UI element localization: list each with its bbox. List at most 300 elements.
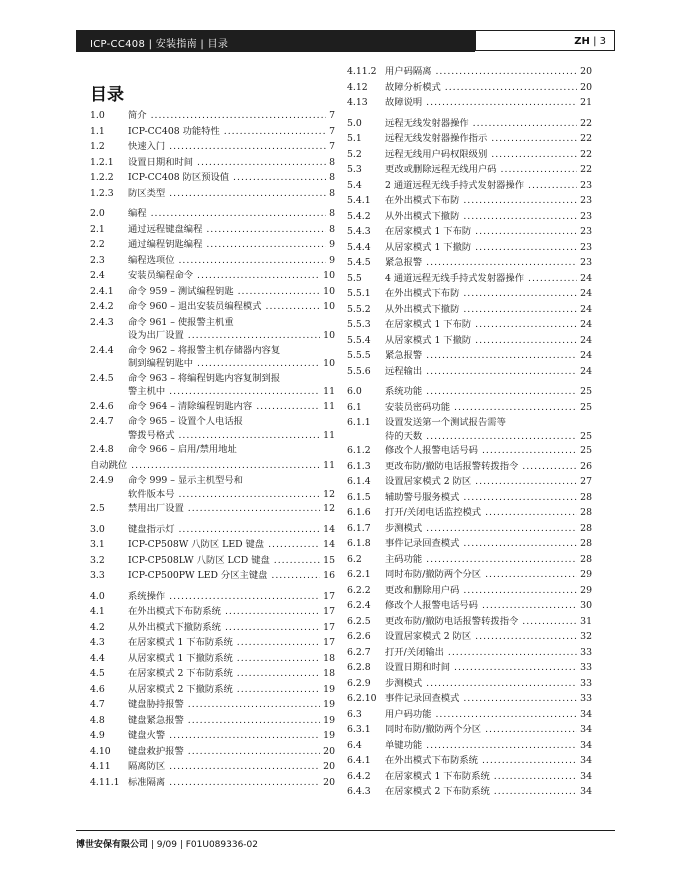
- toc-entry[interactable]: [347, 521, 592, 537]
- toc-entry[interactable]: [90, 442, 335, 458]
- toc-entry-number: 4.9: [90, 730, 105, 741]
- footer: [76, 837, 258, 850]
- toc-entry[interactable]: [90, 635, 335, 651]
- footer-company: 博世安保有限公司: [76, 840, 149, 850]
- toc-entry[interactable]: [90, 371, 335, 387]
- toc-entry-number: 6.0: [347, 386, 362, 397]
- toc-entry[interactable]: [90, 651, 335, 667]
- toc-entry-page: 34: [577, 707, 592, 723]
- toc-entry-page: 7: [326, 108, 335, 124]
- toc-entry-page: 19: [320, 682, 335, 698]
- toc-entry[interactable]: [347, 178, 592, 194]
- toc-entry-title: 用户码功能 .....: [385, 707, 592, 723]
- toc-entry-title: 命令 966 – 启用/禁用地址: [128, 444, 237, 455]
- toc-entry[interactable]: [90, 620, 335, 636]
- toc-entry-title: 键盘胁持报警 .....: [128, 697, 335, 713]
- toc-entry[interactable]: [90, 186, 335, 202]
- toc-entry-number: 2.4: [90, 270, 105, 281]
- toc-entry-title: 待的天数 .....: [385, 431, 592, 444]
- toc-entry-title: 远程无线用户码权限级别 .....: [385, 147, 592, 163]
- toc-entry-page: 22: [577, 131, 592, 147]
- toc-entry-page: 19: [320, 713, 335, 729]
- toc-entry-page: 25: [577, 431, 592, 444]
- toc-entry-title: 制到编程钥匙中 .....: [128, 358, 335, 371]
- toc-entry-number: 1.2.3: [90, 187, 114, 199]
- toc-entry-page: 14: [320, 537, 335, 553]
- toc-entry[interactable]: [347, 614, 592, 630]
- toc-entry-number: 4.13: [347, 97, 368, 108]
- toc-entry[interactable]: [347, 660, 592, 676]
- toc-entry-page: 28: [577, 505, 592, 521]
- toc-entry[interactable]: [90, 744, 335, 760]
- toc-entry-number: 1.2: [90, 141, 105, 152]
- toc-entry-page: 24: [577, 317, 592, 333]
- toc-entry-title: 防区类型 .....: [128, 186, 335, 202]
- toc-entry[interactable]: [347, 490, 592, 506]
- toc-entry-number: 4.11.2: [347, 66, 377, 77]
- toc-entry-number: 6.2: [347, 553, 362, 565]
- toc-entry-page: 24: [577, 302, 592, 318]
- toc-entry[interactable]: [347, 400, 592, 416]
- toc-entry-number: 5.4.2: [347, 210, 371, 222]
- toc-entry-page: 34: [577, 738, 592, 754]
- toc-entry-page: 24: [577, 271, 592, 287]
- toc-entry-number: 5.4: [347, 179, 362, 191]
- toc-entry-title: 用户码隔离 .....: [385, 64, 592, 80]
- toc-entry[interactable]: [90, 473, 335, 489]
- toc-entry-page: 17: [320, 604, 335, 620]
- toc-entry-page: 11: [320, 430, 335, 443]
- toc-entry-title: 紧急报警 .....: [385, 348, 592, 364]
- header-title: ICP-CC408 | 安装指南 | 目录: [90, 39, 229, 50]
- toc-entry-page: 22: [577, 147, 592, 163]
- toc-entry-number: 6.2.2: [347, 584, 371, 596]
- toc-entry-number: 3.3: [90, 570, 105, 581]
- toc-entry-page: 16: [320, 568, 335, 584]
- toc-entry-title: ICP-CC408 防区预设值 .....: [128, 170, 335, 186]
- toc-entry-number: 4.5: [90, 668, 105, 679]
- toc-entry-number: 6.4.1: [347, 755, 371, 766]
- toc-entry[interactable]: [90, 155, 335, 171]
- toc-entry-page: 8: [326, 186, 335, 202]
- toc-entry-page: 11: [320, 399, 335, 415]
- toc-entry-page: 24: [577, 348, 592, 364]
- toc-entry[interactable]: [347, 302, 592, 318]
- toc-entry-page: 23: [577, 224, 592, 240]
- toc-entry-number: 1.0: [90, 110, 105, 121]
- toc-entry-number: 1.2.2: [90, 172, 114, 183]
- toc-entry-number: 6.1.1: [347, 417, 371, 428]
- toc-entry-number: 5.4.5: [347, 257, 371, 268]
- toc-entry[interactable]: [347, 255, 592, 271]
- toc-entry-page: 10: [320, 284, 335, 300]
- toc-entry-page: 8: [326, 206, 335, 222]
- toc-entry-number: 6.4: [347, 739, 362, 751]
- toc-entry-title: 修改个人报警电话号码 .....: [385, 443, 592, 459]
- toc-entry[interactable]: [347, 64, 592, 80]
- toc-entry-page: 9: [326, 237, 335, 253]
- toc-entry-title: 2 通道远程无线手持式发射器操作 .....: [385, 178, 592, 194]
- toc-entry[interactable]: [90, 284, 335, 300]
- toc-entry[interactable]: [347, 286, 592, 302]
- toc-entry[interactable]: [347, 707, 592, 723]
- toc-entry[interactable]: [90, 206, 335, 222]
- toc-entry-title: 同时布防/撤防两个分区 .....: [385, 722, 592, 738]
- toc-entry-page: 9: [326, 253, 335, 269]
- toc-entry-page: 10: [320, 299, 335, 315]
- toc-entry[interactable]: [347, 80, 592, 96]
- toc-entry-page: 34: [577, 753, 592, 769]
- toc-entry[interactable]: [90, 386, 335, 399]
- toc-entry[interactable]: [347, 431, 592, 444]
- toc-entry[interactable]: [90, 604, 335, 620]
- toc-entry-number: 5.5.4: [347, 334, 371, 346]
- toc-entry[interactable]: [90, 589, 335, 605]
- toc-entry[interactable]: [347, 474, 592, 490]
- toc-entry[interactable]: [347, 384, 592, 400]
- toc-entry-page: 23: [577, 193, 592, 209]
- header-lang: ZH: [574, 36, 590, 47]
- toc-entry-title: 从居家模式 1 下撤防系统 .....: [128, 651, 335, 667]
- toc-entry-number: 2.1: [90, 223, 105, 235]
- toc-entry-number: 6.4.2: [347, 770, 371, 782]
- toc-entry-page: 12: [320, 501, 335, 517]
- toc-entry[interactable]: [90, 170, 335, 186]
- page-title: 目录: [90, 85, 124, 105]
- toc-entry[interactable]: [347, 567, 592, 583]
- toc-entry-page: 28: [577, 552, 592, 568]
- toc-entry-number: 2.4.2: [90, 301, 114, 312]
- toc-entry-page: 20: [577, 64, 592, 80]
- toc-entry[interactable]: [347, 583, 592, 599]
- toc-entry[interactable]: [90, 139, 335, 155]
- toc-entry-title: 命令 999 – 显示主机型号和: [128, 475, 243, 486]
- toc-entry-number: 2.4.7: [90, 416, 114, 427]
- toc-entry[interactable]: [347, 224, 592, 240]
- toc-entry-number: 6.1.7: [347, 522, 371, 534]
- toc-entry-page: 33: [577, 676, 592, 692]
- toc-entry-title: 在居家模式 1 下布防 .....: [385, 317, 592, 333]
- toc-entry-number: 6.4.3: [347, 786, 371, 797]
- toc-entry-title: 从外出模式下撤防 .....: [385, 302, 592, 318]
- toc-entry[interactable]: [347, 645, 592, 661]
- toc-entry[interactable]: [347, 271, 592, 287]
- toc-entry[interactable]: [347, 769, 592, 785]
- toc-entry-page: 28: [577, 521, 592, 537]
- toc-entry-number: 5.5.2: [347, 303, 371, 315]
- toc-entry[interactable]: [90, 697, 335, 713]
- toc-entry-page: 27: [577, 474, 592, 490]
- toc-entry[interactable]: [90, 568, 335, 584]
- toc-entry-title: 故障说明 .....: [385, 95, 592, 111]
- toc-entry-page: 21: [577, 95, 592, 111]
- toc-entry[interactable]: [347, 162, 592, 178]
- toc-entry[interactable]: [347, 629, 592, 645]
- toc-entry-page: 24: [577, 364, 592, 380]
- toc-entry[interactable]: [347, 552, 592, 568]
- toc-entry[interactable]: [347, 193, 592, 209]
- toc-entry-number: 6.1: [347, 401, 362, 413]
- toc-entry-title: 修改个人报警电话号码 .....: [385, 598, 592, 614]
- toc-entry[interactable]: [347, 364, 592, 380]
- toc-entry-page: 22: [577, 116, 592, 132]
- toc-entry-title: 设置日期和时间 .....: [385, 660, 592, 676]
- toc-entry[interactable]: [90, 124, 335, 140]
- toc-entry-page: 14: [320, 522, 335, 538]
- toc-entry-title: 键盘救护报警 .....: [128, 744, 335, 760]
- toc-entry-title: 键盘火警 .....: [128, 728, 335, 744]
- toc-entry-title: 命令 960 – 退出安装员编程模式 .....: [128, 299, 335, 315]
- toc-entry[interactable]: [90, 775, 335, 791]
- toc-entry-number: 4.0: [90, 590, 105, 602]
- toc-entry-number: 1.2.1: [90, 156, 114, 168]
- toc-entry-title: 在居家模式 1 下布防系统 .....: [128, 635, 335, 651]
- toc-entry-page: 7: [326, 124, 335, 140]
- toc-entry[interactable]: [90, 537, 335, 553]
- toc-entry[interactable]: [347, 333, 592, 349]
- toc-entry[interactable]: [90, 458, 335, 474]
- header-page-info: ZH | 3: [574, 36, 606, 47]
- toc-entry-page: 28: [577, 536, 592, 552]
- toc-entry-title: 简介 .....: [128, 108, 335, 124]
- toc-entry-number: 2.4.9: [90, 475, 114, 486]
- toc-entry-number: 5.5.5: [347, 350, 371, 361]
- toc-entry-number: 4.10: [90, 745, 111, 757]
- toc-entry-number: 5.2: [347, 148, 362, 160]
- toc-entry-page: 29: [577, 567, 592, 583]
- toc-entry-page: 32: [577, 629, 592, 645]
- toc-entry-title: 键盘紧急报警 .....: [128, 713, 335, 729]
- toc-entry-page: 24: [577, 286, 592, 302]
- toc-entry-title: 键盘指示灯 .....: [128, 522, 335, 538]
- toc-entry-title: 在外出模式下布防系统 .....: [385, 753, 592, 769]
- toc-entry-number: 4.12: [347, 81, 368, 93]
- toc-entry-page: 26: [577, 459, 592, 475]
- toc-entry-number: 4.2: [90, 621, 105, 633]
- toc-entry-page: 34: [577, 769, 592, 785]
- toc-entry[interactable]: [90, 522, 335, 538]
- toc-entry-title: 远程无线发射器操作 .....: [385, 116, 592, 132]
- toc-entry-page: 19: [320, 697, 335, 713]
- toc-entry[interactable]: [90, 237, 335, 253]
- toc-entry[interactable]: [347, 131, 592, 147]
- toc-entry-title: 从居家模式 1 下撤防 .....: [385, 240, 592, 256]
- toc-entry[interactable]: [347, 459, 592, 475]
- toc-entry[interactable]: [347, 415, 592, 431]
- toc-entry-number: 6.2.10: [347, 693, 377, 704]
- toc-entry-page: 18: [320, 651, 335, 667]
- toc-entry-page: 20: [320, 775, 335, 791]
- toc-entry[interactable]: [90, 343, 335, 359]
- toc-entry[interactable]: [347, 95, 592, 111]
- toc-entry-page: 11: [320, 386, 335, 399]
- toc-entry[interactable]: [90, 430, 335, 443]
- toc-entry-page: 24: [577, 333, 592, 349]
- toc-entry[interactable]: [90, 666, 335, 682]
- toc-entry-number: 6.2.6: [347, 631, 371, 642]
- toc-entry[interactable]: [90, 330, 335, 343]
- toc-entry-number: 6.1.5: [347, 491, 371, 503]
- toc-entry-page: 15: [320, 553, 335, 569]
- toc-entry[interactable]: [90, 268, 335, 284]
- toc-entry-number: 6.2.9: [347, 677, 371, 689]
- toc-left-column: [90, 108, 335, 790]
- toc-entry-page: 34: [577, 722, 592, 738]
- toc-entry[interactable]: [347, 676, 592, 692]
- toc-entry[interactable]: [347, 738, 592, 754]
- toc-entry-title: ICP-CP500PW LED 分区主键盘 .....: [128, 568, 335, 584]
- toc-entry-number: 2.0: [90, 208, 105, 219]
- toc-entry-number: 4.7: [90, 699, 105, 710]
- toc-entry[interactable]: [90, 682, 335, 698]
- toc-entry-title: 在外出模式下布防系统 .....: [128, 604, 335, 620]
- toc-entry[interactable]: [347, 505, 592, 521]
- toc-entry-title: 在居家模式 1 下布防系统 .....: [385, 769, 592, 785]
- toc-entry[interactable]: [90, 315, 335, 331]
- toc-entry-title: 更改布防/撤防电话报警转拨指令 .....: [385, 459, 592, 475]
- toc-entry-number: 6.1.2: [347, 445, 371, 456]
- toc-entry-number: 6.2.7: [347, 646, 371, 658]
- toc-entry-number: 5.5: [347, 272, 362, 284]
- toc-entry-page: 10: [320, 358, 335, 371]
- toc-entry[interactable]: [347, 443, 592, 459]
- toc-entry-title: 事件记录回查模式 .....: [385, 536, 592, 552]
- footer-rule: [76, 830, 615, 831]
- toc-entry-number: 5.5.6: [347, 365, 371, 377]
- toc-entry-title: 从居家模式 2 下撤防系统 .....: [128, 682, 335, 698]
- toc-entry-number: 5.3: [347, 164, 362, 175]
- toc-entry-page: 11: [320, 458, 335, 474]
- toc-entry[interactable]: [90, 713, 335, 729]
- toc-entry[interactable]: [347, 598, 592, 614]
- toc-entry[interactable]: [347, 116, 592, 132]
- toc-entry[interactable]: [347, 147, 592, 163]
- toc-entry-page: 33: [577, 691, 592, 707]
- toc-entry-title: 命令 963 – 将编程钥匙内容复制到报: [128, 372, 281, 384]
- toc-entry-title: 在居家模式 1 下布防 .....: [385, 224, 592, 240]
- toc-entry-page: 20: [320, 744, 335, 760]
- toc-entry-number: 2.3: [90, 254, 105, 266]
- toc-entry-title: 在居家模式 2 下布防系统 .....: [385, 784, 592, 800]
- toc-entry-title: 警拨号格式 .....: [128, 430, 335, 443]
- toc-entry-title: 事件记录回查模式 .....: [385, 691, 592, 707]
- toc-entry[interactable]: [90, 299, 335, 315]
- toc-entry[interactable]: [90, 222, 335, 238]
- toc-entry-number: 2.4.6: [90, 400, 114, 412]
- toc-entry-page: 12: [320, 489, 335, 502]
- toc-entry[interactable]: [90, 358, 335, 371]
- toc-entry-number: 6.2.4: [347, 600, 371, 611]
- toc-entry[interactable]: [347, 348, 592, 364]
- toc-entry-title: ICP-CP508LW 八防区 LCD 键盘 .....: [128, 553, 335, 569]
- toc-entry-page: 17: [320, 589, 335, 605]
- toc-entry-number: 5.1: [347, 133, 362, 144]
- toc-entry-title: 软件版本号 .....: [128, 489, 335, 502]
- toc-entry[interactable]: [90, 728, 335, 744]
- toc-entry-number: 4.1: [90, 606, 105, 617]
- toc-entry-page: 23: [577, 209, 592, 225]
- toc-entry-title: 从居家模式 1 下撤防 .....: [385, 333, 592, 349]
- toc-entry-title: 通过远程键盘编程 .....: [128, 222, 335, 238]
- toc-entry-page: 8: [326, 170, 335, 186]
- toc-entry[interactable]: [90, 489, 335, 502]
- toc-entry-title: 打开/关闭输出 .....: [385, 645, 592, 661]
- toc-entry-number: 4.3: [90, 637, 105, 648]
- toc-entry[interactable]: [347, 722, 592, 738]
- toc-entry[interactable]: [90, 108, 335, 124]
- toc-entry[interactable]: [347, 240, 592, 256]
- toc-entry-number: 5.5.1: [347, 288, 371, 299]
- toc-entry-title: 命令 965 – 设置个人电话报: [128, 416, 243, 427]
- toc-entry[interactable]: [347, 753, 592, 769]
- toc-entry-number: 2.2: [90, 239, 105, 250]
- toc-entry-number: 2.4.1: [90, 285, 114, 297]
- toc-entry[interactable]: [347, 536, 592, 552]
- toc-entry-title: 远程输出 .....: [385, 364, 592, 380]
- toc-entry-title: 步测模式 .....: [385, 521, 592, 537]
- toc-entry[interactable]: [90, 759, 335, 775]
- toc-entry[interactable]: [90, 253, 335, 269]
- toc-entry-page: 23: [577, 240, 592, 256]
- toc-entry-number: 2.4.4: [90, 344, 114, 356]
- toc-entry-title: 在外出模式下布防 .....: [385, 193, 592, 209]
- toc-entry-title: 单键功能 .....: [385, 738, 592, 754]
- toc-entry-page: 25: [577, 443, 592, 459]
- toc-entry-title: 隔离防区 .....: [128, 759, 335, 775]
- toc-entry[interactable]: [347, 209, 592, 225]
- toc-entry-page: 33: [577, 645, 592, 661]
- toc-entry-page: 20: [577, 80, 592, 96]
- toc-entry-page: 23: [577, 178, 592, 194]
- toc-entry[interactable]: [90, 501, 335, 517]
- toc-entry-number: 5.0: [347, 117, 362, 129]
- toc-entry[interactable]: [347, 784, 592, 800]
- toc-entry-number: 3.1: [90, 539, 105, 550]
- toc-entry[interactable]: [90, 399, 335, 415]
- toc-entry-page: 28: [577, 490, 592, 506]
- toc-entry-title: 系统功能 .....: [385, 384, 592, 400]
- toc-entry-title: 更改和删除用户码 .....: [385, 583, 592, 599]
- toc-entry-page: 10: [320, 268, 335, 284]
- toc-entry-page: 33: [577, 660, 592, 676]
- toc-entry-number: 5.4.4: [347, 241, 371, 253]
- toc-entry[interactable]: [90, 414, 335, 430]
- toc-entry-number: 2.5: [90, 503, 105, 514]
- toc-entry-page: 30: [577, 598, 592, 614]
- toc-entry-number: 6.2.1: [347, 569, 371, 580]
- toc-entry-number: 2.4.5: [90, 372, 114, 384]
- toc-entry-title: 命令 959 – 测试编程钥匙 .....: [128, 284, 335, 300]
- toc-entry-title: 在外出模式下布防 .....: [385, 286, 592, 302]
- toc-entry-title: 通过编程钥匙编程 .....: [128, 237, 335, 253]
- toc-entry-title: ICP-CP508W 八防区 LED 键盘 .....: [128, 537, 335, 553]
- toc-entry-page: 25: [577, 400, 592, 416]
- toc-entry-page: 17: [320, 620, 335, 636]
- toc-entry-title: 禁用出厂设置 .....: [128, 501, 335, 517]
- toc-entry[interactable]: [90, 553, 335, 569]
- toc-entry-title: 远程无线发射器操作指示 .....: [385, 131, 592, 147]
- toc-right-column: [347, 64, 592, 800]
- toc-entry-title: 步测模式 .....: [385, 676, 592, 692]
- toc-entry-title: 更改或删除远程无线用户码 .....: [385, 162, 592, 178]
- toc-entry-title: ICP-CC408 功能特性 .....: [128, 124, 335, 140]
- toc-entry-title: 命令 964 – 清除编程钥匙内容 .....: [128, 399, 335, 415]
- toc-entry-title: 设置居家模式 2 防区 .....: [385, 629, 592, 645]
- toc-entry[interactable]: [347, 317, 592, 333]
- toc-entry-title: 设为出厂设置 .....: [128, 330, 335, 343]
- toc-entry[interactable]: [347, 691, 592, 707]
- toc-entry-title: 同时布防/撤防两个分区 .....: [385, 567, 592, 583]
